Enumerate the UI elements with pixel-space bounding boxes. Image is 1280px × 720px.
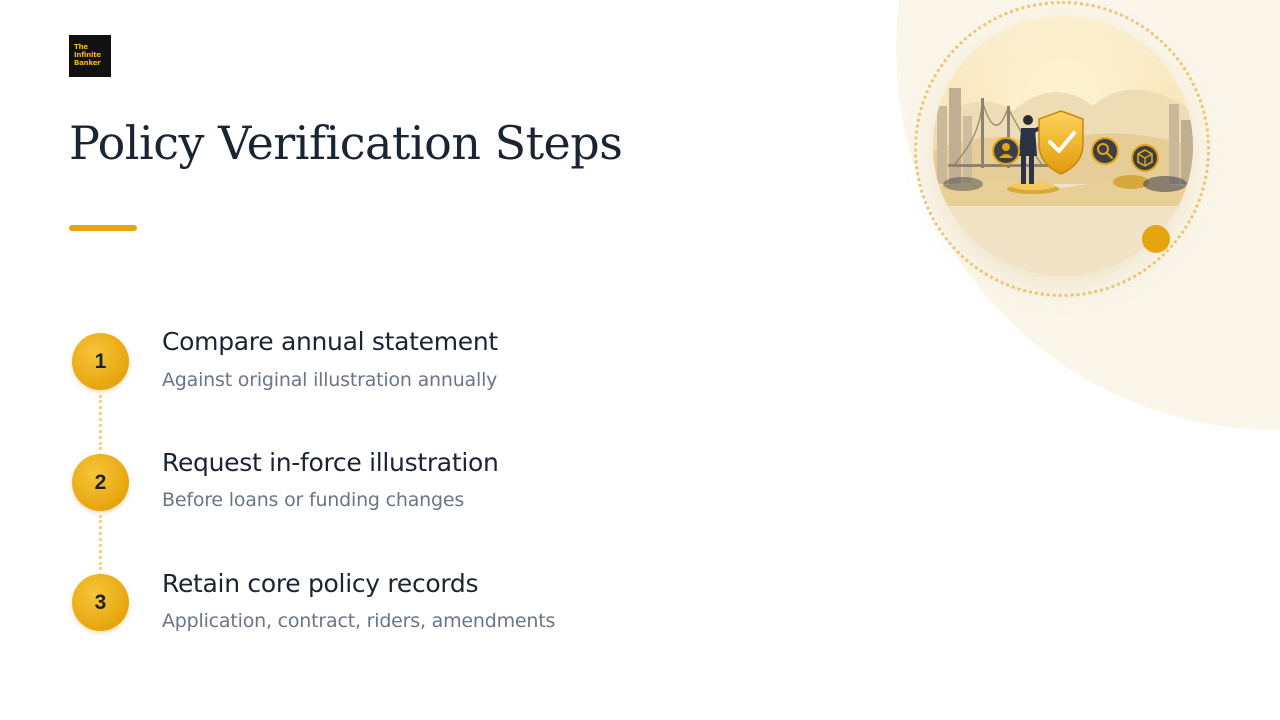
step-heading: Retain core policy records: [162, 569, 479, 598]
step-number-badge: 3: [72, 574, 129, 631]
step-connector: [99, 395, 102, 450]
step-heading: Compare annual statement: [162, 327, 498, 356]
person-icon: [993, 138, 1019, 164]
step-subtext: Before loans or funding changes: [162, 489, 465, 511]
step-number-badge: 1: [72, 333, 129, 390]
brand-logo: The Infinite Banker: [69, 35, 111, 77]
title-accent-bar: [69, 225, 137, 231]
step-connector: [99, 515, 102, 570]
step-number-badge: 2: [72, 454, 129, 511]
accent-dot: [1142, 225, 1170, 253]
search-icon: [1092, 138, 1118, 164]
page-title: Policy Verification Steps: [69, 116, 623, 170]
step-subtext: Against original illustration annually: [162, 369, 498, 391]
step-heading: Request in-force illustration: [162, 448, 499, 477]
cube-icon: [1132, 145, 1158, 171]
step-subtext: Application, contract, riders, amendments: [162, 610, 556, 632]
